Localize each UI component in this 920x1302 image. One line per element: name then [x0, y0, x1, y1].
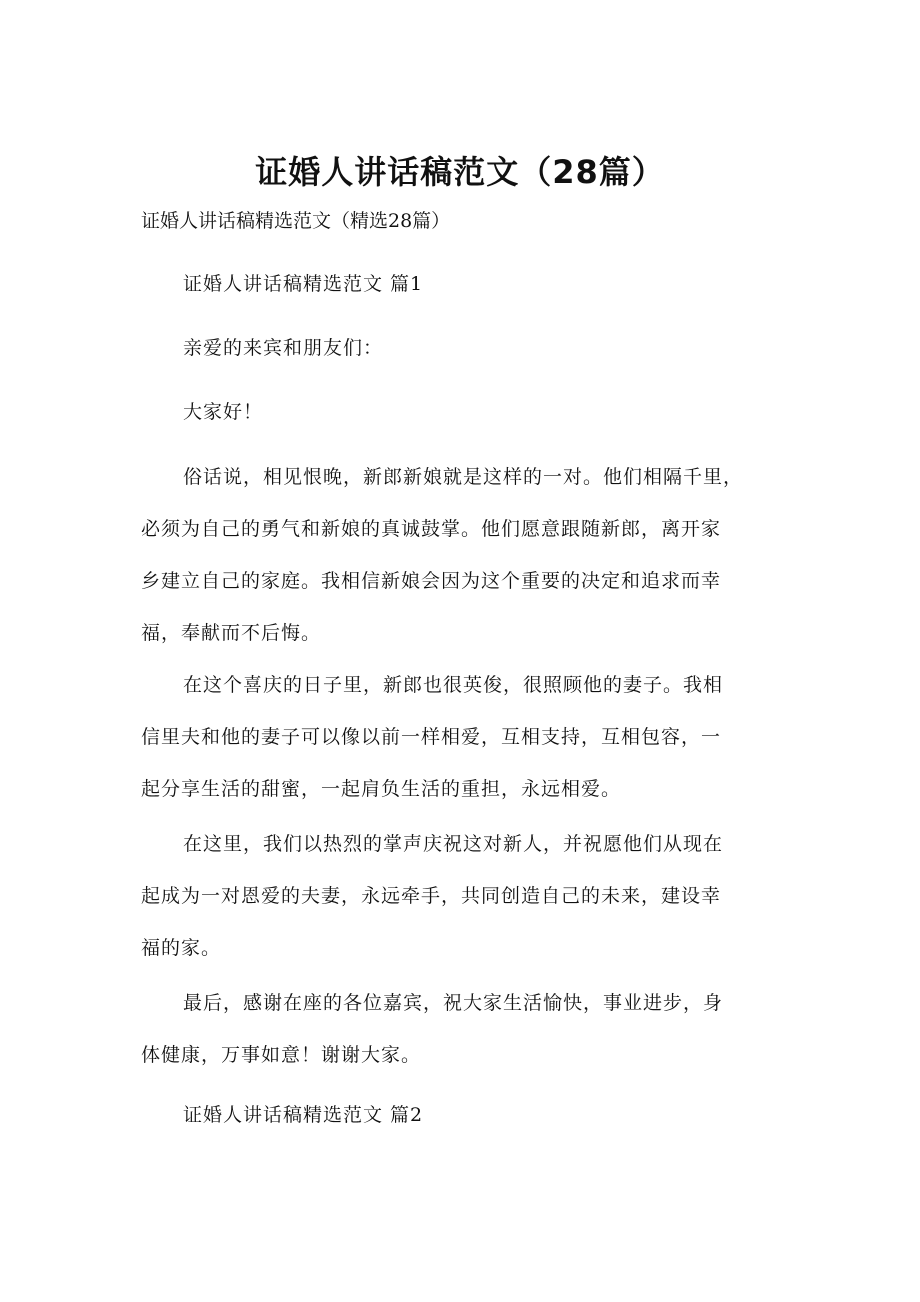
paragraph-1-line-1: 俗话说，相见恨晚，新郎新娘就是这样的一对。他们相隔千里，: [183, 466, 744, 488]
paragraph-4-line-1: 最后，感谢在座的各位嘉宾，祝大家生活愉快，事业进步，身: [183, 992, 724, 1014]
paragraph-1: [141, 451, 781, 659]
greeting-line: 亲爱的来宾和朋友们：: [183, 337, 384, 359]
paragraph-3-line-2: 起成为一对恩爱的夫妻，永远牵手，共同创造自己的未来，建设幸: [141, 885, 722, 907]
paragraph-3-line-1: 在这里，我们以热烈的掌声庆祝这对新人，并祝愿他们从现在: [183, 833, 724, 855]
paragraph-2: [141, 659, 781, 815]
paragraph-1-line-2: 必须为自己的勇气和新娘的真诚鼓掌。他们愿意跟随新郎，离开家: [141, 518, 722, 540]
paragraph-1-line-3: 乡建立自己的家庭。我相信新娘会因为这个重要的决定和追求而幸: [141, 570, 722, 592]
section-heading-1: 证婚人讲话稿精选范文 篇1: [183, 273, 424, 295]
paragraph-2-line-2: 信里夫和他的妻子可以像以前一样相爱，互相支持，互相包容，一: [141, 726, 722, 748]
paragraph-3: [141, 818, 781, 974]
paragraph-2-line-1: 在这个喜庆的日子里，新郎也很英俊，很照顾他的妻子。我相: [183, 674, 724, 696]
section-heading-2: 证婚人讲话稿精选范文 篇2: [183, 1104, 424, 1126]
paragraph-1-line-4: 福，奉献而不后悔。: [141, 622, 322, 644]
paragraph-2-line-3: 起分享生活的甜蜜，一起肩负生活的重担，永远相爱。: [141, 778, 622, 800]
document-subtitle: 证婚人讲话稿精选范文（精选28篇）: [141, 210, 451, 232]
hello-line: 大家好！: [183, 401, 264, 423]
paragraph-4: [141, 977, 781, 1081]
document-title: 证婚人讲话稿范文（28篇）: [255, 153, 665, 191]
paragraph-4-line-2: 体健康，万事如意！谢谢大家。: [141, 1044, 422, 1066]
paragraph-3-line-3: 福的家。: [141, 937, 222, 959]
